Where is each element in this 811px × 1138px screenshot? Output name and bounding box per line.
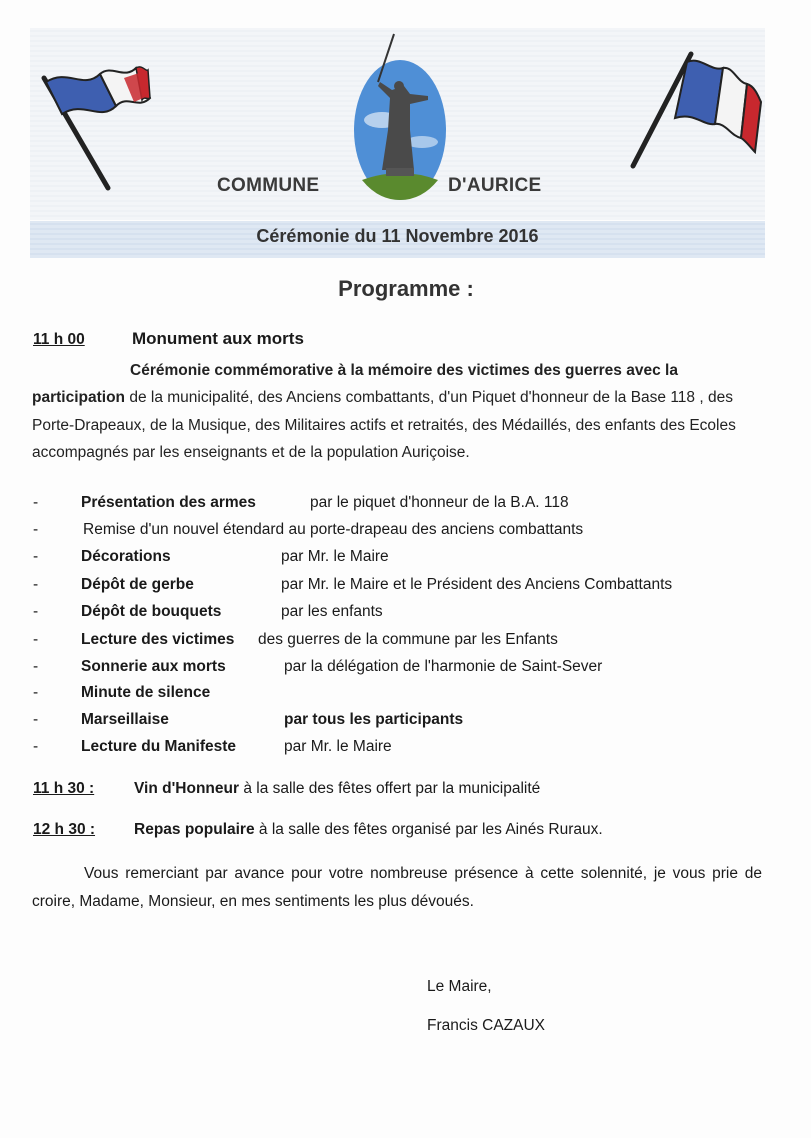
item-by: par Mr. le Maire xyxy=(281,548,389,565)
item-label: Présentation des armes xyxy=(81,494,256,511)
list-dash: - xyxy=(33,548,39,565)
list-dash: - xyxy=(33,711,39,728)
repas-label: Repas populaire xyxy=(134,821,255,838)
item-label: Lecture des victimes xyxy=(81,631,235,648)
item-label: Lecture du Manifeste xyxy=(81,738,237,755)
event-vin-honneur xyxy=(134,779,540,799)
item-label: Dépôt de bouquets xyxy=(81,603,222,620)
list-dash: - xyxy=(33,494,39,511)
item-label: Dépôt de gerbe xyxy=(81,576,194,593)
item-label: Décorations xyxy=(81,548,171,565)
list-dash: - xyxy=(33,738,39,755)
list-dash: - xyxy=(33,684,39,701)
ceremony-description xyxy=(32,357,744,467)
french-flag-icon xyxy=(625,48,765,173)
item-label: Minute de silence xyxy=(81,684,211,701)
time-11h30: 11 h 30 : xyxy=(33,780,95,797)
statue-icon xyxy=(352,30,448,200)
closing-paragraph xyxy=(32,860,762,916)
list-dash: - xyxy=(33,658,39,675)
signature-role: Le Maire, xyxy=(427,978,492,995)
french-flag-icon xyxy=(38,48,153,193)
item-by: par les enfants xyxy=(281,603,383,620)
list-dash: - xyxy=(33,521,39,538)
closing-text: Vous remerciant par avance pour votre nombreuse présence à cette solennité, je vous prie de croire, Madame, Monsieur, en mes sentiments les plus dévoués. xyxy=(32,865,762,910)
ceremony-intro-bold: Cérémonie commémorative à la mémoire des victimes des guerres avec la participation xyxy=(32,362,678,407)
time-12h30: 12 h 30 : xyxy=(33,821,96,838)
list-dash: - xyxy=(33,631,39,648)
list-dash: - xyxy=(33,603,39,620)
ceremony-subtitle: Cérémonie du 11 Novembre 2016 xyxy=(256,226,539,246)
item-by: par la délégation de l'harmonie de Saint-Sever xyxy=(284,658,603,675)
commune-title-left: COMMUNE xyxy=(217,175,320,196)
ceremony-intro-rest: de la municipalité, des Anciens combattants, d'un Piquet d'honneur de la Base 118 , des Porte-Drapeaux, de la Musique, des Militaires actifs et retraités, des Médaillés, des enfants des Ecoles accompagnés par les enseignants et de la population Auriçoise. xyxy=(32,389,736,462)
item-by: des guerres de la commune par les Enfants xyxy=(258,631,558,648)
vin-honneur-text: à la salle des fêtes offert par la municipalité xyxy=(239,780,541,797)
item-label: Marseillaise xyxy=(81,711,169,728)
list-dash: - xyxy=(33,576,39,593)
time-11h00: 11 h 00 xyxy=(33,331,85,348)
event-monument-title: Monument aux morts xyxy=(132,329,304,348)
item-by: Remise d'un nouvel étendard au porte-drapeau des anciens combattants xyxy=(83,521,584,538)
repas-text: à la salle des fêtes organisé par les Ainés Ruraux. xyxy=(254,821,603,838)
signature-name: Francis CAZAUX xyxy=(427,1017,545,1034)
commune-title-right: D'AURICE xyxy=(448,175,542,196)
vin-honneur-label: Vin d'Honneur xyxy=(134,780,240,797)
item-by: par tous les participants xyxy=(284,711,464,728)
item-by: par Mr. le Maire xyxy=(284,738,392,755)
item-label: Sonnerie aux morts xyxy=(81,658,226,675)
item-by: par le piquet d'honneur de la B.A. 118 xyxy=(310,494,569,511)
programme-title: Programme : xyxy=(338,276,474,301)
event-repas xyxy=(134,820,603,840)
item-by: par Mr. le Maire et le Président des Anciens Combattants xyxy=(281,576,673,593)
